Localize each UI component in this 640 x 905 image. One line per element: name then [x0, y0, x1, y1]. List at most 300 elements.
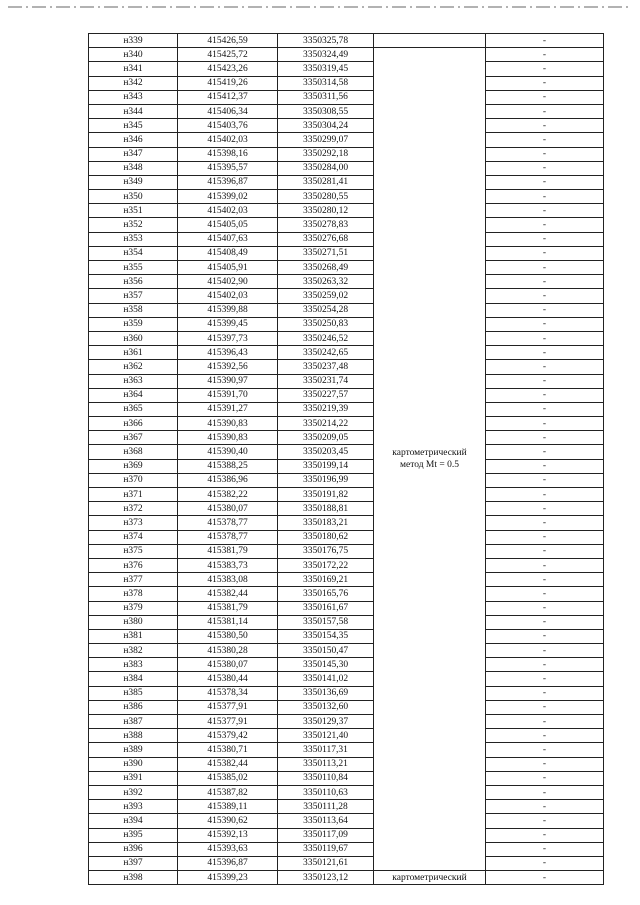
table-row	[89, 558, 604, 572]
point-id-cell: н396	[89, 842, 178, 856]
x-coordinate-cell: 415398,16	[178, 147, 278, 161]
point-id-cell: н384	[89, 672, 178, 686]
y-coordinate-cell: 3350237,48	[278, 360, 374, 374]
x-coordinate-cell: 415399,02	[178, 190, 278, 204]
y-coordinate-cell: 3350314,58	[278, 76, 374, 90]
x-coordinate-cell: 415383,08	[178, 573, 278, 587]
y-coordinate-cell: 3350113,64	[278, 814, 374, 828]
x-coordinate-cell: 415378,77	[178, 530, 278, 544]
table-row	[89, 615, 604, 629]
x-coordinate-cell: 415425,72	[178, 48, 278, 62]
y-coordinate-cell: 3350188,81	[278, 502, 374, 516]
table-row	[89, 104, 604, 118]
point-id-cell: н376	[89, 558, 178, 572]
point-id-cell: н391	[89, 771, 178, 785]
y-coordinate-cell: 3350292,18	[278, 147, 374, 161]
x-coordinate-cell: 415381,14	[178, 615, 278, 629]
table-row	[89, 544, 604, 558]
y-coordinate-cell: 3350209,05	[278, 431, 374, 445]
accuracy-cell: -	[486, 573, 604, 587]
x-coordinate-cell: 415387,82	[178, 785, 278, 799]
point-id-cell: н355	[89, 261, 178, 275]
accuracy-cell: -	[486, 530, 604, 544]
y-coordinate-cell: 3350227,57	[278, 388, 374, 402]
table-row	[89, 289, 604, 303]
accuracy-cell: -	[486, 289, 604, 303]
x-coordinate-cell: 415423,26	[178, 62, 278, 76]
y-coordinate-cell: 3350110,63	[278, 785, 374, 799]
accuracy-cell: -	[486, 190, 604, 204]
accuracy-cell: -	[486, 715, 604, 729]
y-coordinate-cell: 3350319,45	[278, 62, 374, 76]
point-id-cell: н369	[89, 459, 178, 473]
y-coordinate-cell: 3350268,49	[278, 261, 374, 275]
table-row	[89, 346, 604, 360]
point-id-cell: н348	[89, 161, 178, 175]
table-row	[89, 360, 604, 374]
point-id-cell: н390	[89, 757, 178, 771]
x-coordinate-cell: 415381,79	[178, 544, 278, 558]
accuracy-cell: -	[486, 516, 604, 530]
y-coordinate-cell: 3350117,31	[278, 743, 374, 757]
accuracy-cell: -	[486, 62, 604, 76]
accuracy-cell: -	[486, 601, 604, 615]
accuracy-cell: -	[486, 587, 604, 601]
y-coordinate-cell: 3350145,30	[278, 658, 374, 672]
table-row	[89, 700, 604, 714]
accuracy-cell: -	[486, 147, 604, 161]
point-id-cell: н350	[89, 190, 178, 204]
table-row	[89, 842, 604, 856]
y-coordinate-cell: 3350278,83	[278, 218, 374, 232]
method-line-2: метод Mt = 0.5	[399, 460, 459, 471]
table-row	[89, 771, 604, 785]
point-id-cell: н373	[89, 516, 178, 530]
y-coordinate-cell: 3350271,51	[278, 246, 374, 260]
y-coordinate-cell: 3350111,28	[278, 800, 374, 814]
accuracy-cell: -	[486, 672, 604, 686]
y-coordinate-cell: 3350324,49	[278, 48, 374, 62]
table-row	[89, 743, 604, 757]
x-coordinate-cell: 415399,88	[178, 303, 278, 317]
accuracy-cell: -	[486, 76, 604, 90]
point-id-cell: н345	[89, 119, 178, 133]
point-id-cell: н351	[89, 204, 178, 218]
point-id-cell: н363	[89, 374, 178, 388]
x-coordinate-cell: 415382,44	[178, 587, 278, 601]
accuracy-cell: -	[486, 488, 604, 502]
point-id-cell: н365	[89, 402, 178, 416]
point-id-cell: н359	[89, 317, 178, 331]
accuracy-cell: -	[486, 686, 604, 700]
x-coordinate-cell: 415407,63	[178, 232, 278, 246]
x-coordinate-cell: 415392,56	[178, 360, 278, 374]
y-coordinate-cell: 3350254,28	[278, 303, 374, 317]
accuracy-cell: -	[486, 757, 604, 771]
table-row	[89, 431, 604, 445]
x-coordinate-cell: 415392,13	[178, 828, 278, 842]
accuracy-cell: -	[486, 502, 604, 516]
table-row	[89, 828, 604, 842]
point-id-cell: н383	[89, 658, 178, 672]
accuracy-cell: -	[486, 828, 604, 842]
x-coordinate-cell: 415396,43	[178, 346, 278, 360]
x-coordinate-cell: 415391,70	[178, 388, 278, 402]
point-id-cell: н372	[89, 502, 178, 516]
accuracy-cell: -	[486, 119, 604, 133]
accuracy-cell: -	[486, 771, 604, 785]
y-coordinate-cell: 3350110,84	[278, 771, 374, 785]
point-id-cell: н340	[89, 48, 178, 62]
point-id-cell: н371	[89, 488, 178, 502]
table-row	[89, 402, 604, 416]
table-row	[89, 814, 604, 828]
accuracy-cell: -	[486, 615, 604, 629]
point-id-cell: н339	[89, 34, 178, 48]
accuracy-cell: -	[486, 104, 604, 118]
x-coordinate-cell: 415380,28	[178, 644, 278, 658]
point-id-cell: н341	[89, 62, 178, 76]
point-id-cell: н395	[89, 828, 178, 842]
x-coordinate-cell: 415380,50	[178, 629, 278, 643]
x-coordinate-cell: 415399,45	[178, 317, 278, 331]
table-row	[89, 62, 604, 76]
table-row	[89, 161, 604, 175]
table-row	[89, 218, 604, 232]
accuracy-cell: -	[486, 417, 604, 431]
x-coordinate-cell: 415395,57	[178, 161, 278, 175]
y-coordinate-cell: 3350259,02	[278, 289, 374, 303]
y-coordinate-cell: 3350132,60	[278, 700, 374, 714]
x-coordinate-cell: 415379,42	[178, 729, 278, 743]
table-row	[89, 757, 604, 771]
accuracy-cell: -	[486, 814, 604, 828]
table-row	[89, 516, 604, 530]
point-id-cell: н342	[89, 76, 178, 90]
accuracy-cell: -	[486, 785, 604, 799]
y-coordinate-cell: 3350191,82	[278, 488, 374, 502]
accuracy-cell: -	[486, 218, 604, 232]
table-row	[89, 601, 604, 615]
point-id-cell: н352	[89, 218, 178, 232]
y-coordinate-cell: 3350154,35	[278, 629, 374, 643]
y-coordinate-cell: 3350196,99	[278, 473, 374, 487]
x-coordinate-cell: 415402,03	[178, 133, 278, 147]
point-id-cell: н382	[89, 644, 178, 658]
point-id-cell: н375	[89, 544, 178, 558]
point-id-cell: н346	[89, 133, 178, 147]
table-row	[89, 204, 604, 218]
y-coordinate-cell: 3350141,02	[278, 672, 374, 686]
y-coordinate-cell: 3350176,75	[278, 544, 374, 558]
accuracy-cell: -	[486, 743, 604, 757]
accuracy-cell: -	[486, 700, 604, 714]
x-coordinate-cell: 415406,34	[178, 104, 278, 118]
y-coordinate-cell: 3350165,76	[278, 587, 374, 601]
table-row	[89, 374, 604, 388]
point-id-cell: н379	[89, 601, 178, 615]
accuracy-cell: -	[486, 303, 604, 317]
x-coordinate-cell: 415408,49	[178, 246, 278, 260]
accuracy-cell: -	[486, 402, 604, 416]
table-row	[89, 871, 604, 885]
accuracy-cell: -	[486, 331, 604, 345]
method-cell-empty	[374, 34, 486, 48]
x-coordinate-cell: 415403,76	[178, 119, 278, 133]
point-id-cell: н356	[89, 275, 178, 289]
accuracy-cell: -	[486, 246, 604, 260]
point-id-cell: н374	[89, 530, 178, 544]
y-coordinate-cell: 3350276,68	[278, 232, 374, 246]
point-id-cell: н358	[89, 303, 178, 317]
table-row	[89, 473, 604, 487]
page-header-rule	[0, 4, 640, 10]
x-coordinate-cell: 415402,03	[178, 289, 278, 303]
x-coordinate-cell: 415396,87	[178, 175, 278, 189]
point-id-cell: н381	[89, 629, 178, 643]
y-coordinate-cell: 3350123,12	[278, 871, 374, 885]
x-coordinate-cell: 415399,23	[178, 871, 278, 885]
accuracy-cell: -	[486, 658, 604, 672]
table-row	[89, 48, 604, 62]
point-id-cell: н378	[89, 587, 178, 601]
table-row	[89, 388, 604, 402]
x-coordinate-cell: 415426,59	[178, 34, 278, 48]
x-coordinate-cell: 415377,91	[178, 715, 278, 729]
y-coordinate-cell: 3350284,00	[278, 161, 374, 175]
y-coordinate-cell: 3350242,65	[278, 346, 374, 360]
accuracy-cell: -	[486, 161, 604, 175]
accuracy-cell: -	[486, 275, 604, 289]
y-coordinate-cell: 3350231,74	[278, 374, 374, 388]
point-id-cell: н393	[89, 800, 178, 814]
accuracy-cell: -	[486, 629, 604, 643]
x-coordinate-cell: 415390,83	[178, 431, 278, 445]
accuracy-cell: -	[486, 374, 604, 388]
x-coordinate-cell: 415405,05	[178, 218, 278, 232]
y-coordinate-cell: 3350304,24	[278, 119, 374, 133]
point-id-cell: н357	[89, 289, 178, 303]
point-id-cell: н361	[89, 346, 178, 360]
accuracy-cell: -	[486, 346, 604, 360]
y-coordinate-cell: 3350150,47	[278, 644, 374, 658]
y-coordinate-cell: 3350263,32	[278, 275, 374, 289]
point-id-cell: н386	[89, 700, 178, 714]
x-coordinate-cell: 415390,97	[178, 374, 278, 388]
accuracy-cell: -	[486, 431, 604, 445]
point-id-cell: н367	[89, 431, 178, 445]
y-coordinate-cell: 3350219,39	[278, 402, 374, 416]
accuracy-cell: -	[486, 388, 604, 402]
accuracy-cell: -	[486, 856, 604, 870]
table-row	[89, 331, 604, 345]
y-coordinate-cell: 3350199,14	[278, 459, 374, 473]
y-coordinate-cell: 3350280,12	[278, 204, 374, 218]
table-row	[89, 76, 604, 90]
y-coordinate-cell: 3350299,07	[278, 133, 374, 147]
point-id-cell: н344	[89, 104, 178, 118]
accuracy-cell: -	[486, 133, 604, 147]
accuracy-cell: -	[486, 317, 604, 331]
point-id-cell: н349	[89, 175, 178, 189]
table-row	[89, 587, 604, 601]
table-row	[89, 658, 604, 672]
x-coordinate-cell: 415419,26	[178, 76, 278, 90]
x-coordinate-cell: 415378,34	[178, 686, 278, 700]
y-coordinate-cell: 3350136,69	[278, 686, 374, 700]
x-coordinate-cell: 415382,44	[178, 757, 278, 771]
y-coordinate-cell: 3350169,21	[278, 573, 374, 587]
table-row	[89, 90, 604, 104]
x-coordinate-cell: 415383,73	[178, 558, 278, 572]
x-coordinate-cell: 415405,91	[178, 261, 278, 275]
accuracy-cell: -	[486, 644, 604, 658]
x-coordinate-cell: 415380,07	[178, 502, 278, 516]
accuracy-cell: -	[486, 204, 604, 218]
x-coordinate-cell: 415402,90	[178, 275, 278, 289]
accuracy-cell: -	[486, 800, 604, 814]
point-id-cell: н354	[89, 246, 178, 260]
x-coordinate-cell: 415412,37	[178, 90, 278, 104]
x-coordinate-cell: 415386,96	[178, 473, 278, 487]
y-coordinate-cell: 3350117,09	[278, 828, 374, 842]
x-coordinate-cell: 415396,87	[178, 856, 278, 870]
table-row	[89, 303, 604, 317]
table-row	[89, 119, 604, 133]
y-coordinate-cell: 3350157,58	[278, 615, 374, 629]
x-coordinate-cell: 415390,83	[178, 417, 278, 431]
y-coordinate-cell: 3350325,78	[278, 34, 374, 48]
table-row	[89, 275, 604, 289]
point-id-cell: н380	[89, 615, 178, 629]
accuracy-cell: -	[486, 90, 604, 104]
y-coordinate-cell: 3350180,62	[278, 530, 374, 544]
point-id-cell: н392	[89, 785, 178, 799]
x-coordinate-cell: 415390,62	[178, 814, 278, 828]
point-id-cell: н388	[89, 729, 178, 743]
accuracy-cell: -	[486, 232, 604, 246]
table-row	[89, 715, 604, 729]
point-id-cell: н364	[89, 388, 178, 402]
accuracy-cell: -	[486, 459, 604, 473]
point-id-cell: н360	[89, 331, 178, 345]
accuracy-cell: -	[486, 544, 604, 558]
y-coordinate-cell: 3350119,67	[278, 842, 374, 856]
x-coordinate-cell: 415391,27	[178, 402, 278, 416]
table-row	[89, 232, 604, 246]
y-coordinate-cell: 3350280,55	[278, 190, 374, 204]
table-row	[89, 502, 604, 516]
x-coordinate-cell: 415382,22	[178, 488, 278, 502]
point-id-cell: н370	[89, 473, 178, 487]
x-coordinate-cell: 415393,63	[178, 842, 278, 856]
point-id-cell: н343	[89, 90, 178, 104]
x-coordinate-cell: 415385,02	[178, 771, 278, 785]
y-coordinate-cell: 3350281,41	[278, 175, 374, 189]
table-row	[89, 190, 604, 204]
table-row	[89, 686, 604, 700]
y-coordinate-cell: 3350183,21	[278, 516, 374, 530]
x-coordinate-cell: 415390,40	[178, 445, 278, 459]
accuracy-cell: -	[486, 34, 604, 48]
table-row	[89, 530, 604, 544]
point-id-cell: н389	[89, 743, 178, 757]
x-coordinate-cell: 415397,73	[178, 331, 278, 345]
x-coordinate-cell: 415402,03	[178, 204, 278, 218]
accuracy-cell: -	[486, 558, 604, 572]
table-row	[89, 175, 604, 189]
table-row	[89, 729, 604, 743]
method-cell	[374, 48, 486, 871]
point-id-cell: н385	[89, 686, 178, 700]
point-id-cell: н394	[89, 814, 178, 828]
y-coordinate-cell: 3350113,21	[278, 757, 374, 771]
point-id-cell: н377	[89, 573, 178, 587]
table-row	[89, 488, 604, 502]
table-row	[89, 261, 604, 275]
y-coordinate-cell: 3350250,83	[278, 317, 374, 331]
x-coordinate-cell: 415378,77	[178, 516, 278, 530]
x-coordinate-cell: 415380,07	[178, 658, 278, 672]
point-id-cell: н362	[89, 360, 178, 374]
table-row	[89, 644, 604, 658]
point-id-cell: н387	[89, 715, 178, 729]
x-coordinate-cell: 415388,25	[178, 459, 278, 473]
table-row	[89, 417, 604, 431]
table-row	[89, 459, 604, 473]
y-coordinate-cell: 3350203,45	[278, 445, 374, 459]
point-id-cell: н347	[89, 147, 178, 161]
accuracy-cell: -	[486, 871, 604, 885]
y-coordinate-cell: 3350121,61	[278, 856, 374, 870]
table-row	[89, 317, 604, 331]
accuracy-cell: -	[486, 261, 604, 275]
accuracy-cell: -	[486, 445, 604, 459]
table-row	[89, 629, 604, 643]
x-coordinate-cell: 415381,79	[178, 601, 278, 615]
y-coordinate-cell: 3350129,37	[278, 715, 374, 729]
point-id-cell: н366	[89, 417, 178, 431]
y-coordinate-cell: 3350311,56	[278, 90, 374, 104]
accuracy-cell: -	[486, 473, 604, 487]
method-cell-last: картометрический	[374, 871, 486, 885]
table-row	[89, 785, 604, 799]
table-row	[89, 672, 604, 686]
point-id-cell: н398	[89, 871, 178, 885]
table-row	[89, 445, 604, 459]
method-line-1: картометрический	[392, 448, 467, 459]
accuracy-cell: -	[486, 48, 604, 62]
accuracy-cell: -	[486, 360, 604, 374]
y-coordinate-cell: 3350214,22	[278, 417, 374, 431]
table-row	[89, 856, 604, 870]
y-coordinate-cell: 3350161,67	[278, 601, 374, 615]
x-coordinate-cell: 415380,44	[178, 672, 278, 686]
y-coordinate-cell: 3350121,40	[278, 729, 374, 743]
table-row	[89, 573, 604, 587]
table-row	[89, 800, 604, 814]
coordinates-table-body	[89, 34, 604, 885]
coordinates-table	[88, 33, 604, 885]
point-id-cell: н368	[89, 445, 178, 459]
accuracy-cell: -	[486, 842, 604, 856]
point-id-cell: н353	[89, 232, 178, 246]
x-coordinate-cell: 415389,11	[178, 800, 278, 814]
y-coordinate-cell: 3350246,52	[278, 331, 374, 345]
y-coordinate-cell: 3350308,55	[278, 104, 374, 118]
accuracy-cell: -	[486, 175, 604, 189]
point-id-cell: н397	[89, 856, 178, 870]
